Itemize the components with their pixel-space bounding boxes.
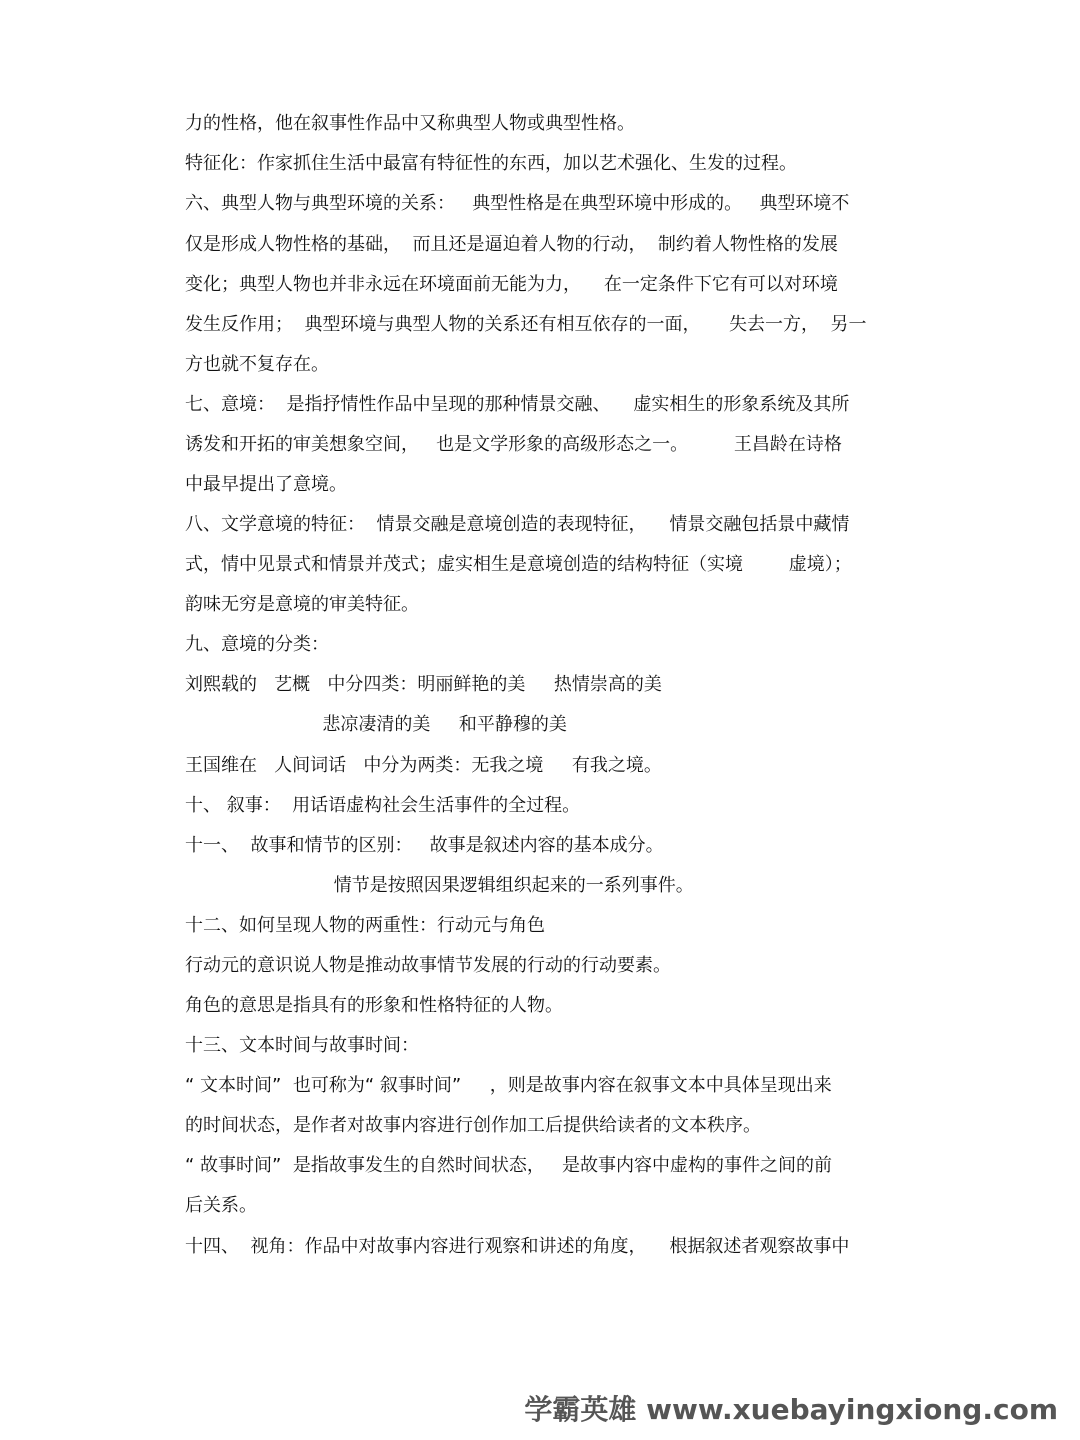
text-line: 角色的意思是指具有的形象和性格特征的人物。	[185, 995, 563, 1016]
text-line: 情节是按照因果逻辑组织起来的一系列事件。	[185, 875, 694, 896]
text-line: 十、 叙事： 用话语虚构社会生活事件的全过程。	[185, 795, 581, 816]
text-line: 七、意境： 是指抒情性作品中呈现的那种情景交融、 虚实相生的形象系统及其所	[185, 394, 850, 415]
text-line: 九、意境的分类：	[185, 634, 329, 655]
text-line: 行动元的意识说人物是推动故事情节发展的行动的行动要素。	[185, 955, 671, 976]
text-line: 特征化：作家抓住生活中最富有特征性的东西，加以艺术强化、生发的过程。	[185, 153, 797, 174]
text-line: “ 文本时间” 也可称为“ 叙事时间” ，则是故事内容在叙事文本中具体呈现出来	[185, 1075, 832, 1096]
text-line: 悲凉凄清的美 和平静穆的美	[185, 714, 567, 735]
text-line: 后关系。	[185, 1195, 257, 1216]
text-line: 力的性格，他在叙事性作品中又称典型人物或典型性格。	[185, 113, 635, 134]
text-line: 发生反作用； 典型环境与典型人物的关系还有相互依存的一面， 失去一方， 另一	[185, 314, 867, 335]
text-line: 变化；典型人物也并非永远在环境面前无能为力， 在一定条件下它有可以对环境	[185, 274, 838, 295]
text-line: 十二、如何呈现人物的两重性：行动元与角色	[185, 915, 545, 936]
text-line: 十三、文本时间与故事时间：	[185, 1035, 419, 1056]
text-line: 六、典型人物与典型环境的关系： 典型性格是在典型环境中形成的。 典型环境不	[185, 193, 850, 214]
text-line: 中最早提出了意境。	[185, 474, 347, 495]
text-line: 的时间状态，是作者对故事内容进行创作加工后提供给读者的文本秩序。	[185, 1115, 761, 1136]
text-line: 王国维在 人间词话 中分为两类：无我之境 有我之境。	[185, 755, 662, 776]
text-line: 仅是形成人物性格的基础， 而且还是逼迫着人物的行动， 制约着人物性格的发展	[185, 234, 838, 255]
text-line: 八、文学意境的特征： 情景交融是意境创造的表现特征， 情景交融包括景中藏情	[185, 514, 850, 535]
text-line: 十四、 视角：作品中对故事内容进行观察和讲述的角度， 根据叙述者观察故事中	[185, 1236, 850, 1257]
text-line: “ 故事时间” 是指故事发生的自然时间状态， 是故事内容中虚构的事件之间的前	[185, 1155, 832, 1176]
text-line: 刘熙载的 艺概 中分四类：明丽鲜艳的美 热情崇高的美	[185, 674, 662, 695]
text-line: 韵味无穷是意境的审美特征。	[185, 594, 419, 615]
text-line: 方也就不复存在。	[185, 354, 329, 375]
text-line: 式，情中见景式和情景并茂式；虚实相生是意境创造的结构特征（实境 虚境）；	[185, 554, 852, 575]
text-line: 十一、 故事和情节的区别： 故事是叙述内容的基本成分。	[185, 835, 664, 856]
watermark: 学霸英雄 www.xuebayingxiong.com	[524, 1393, 1058, 1426]
text-line: 诱发和开拓的审美想象空间， 也是文学形象的高级形态之一。 王昌龄在诗格	[185, 434, 842, 455]
